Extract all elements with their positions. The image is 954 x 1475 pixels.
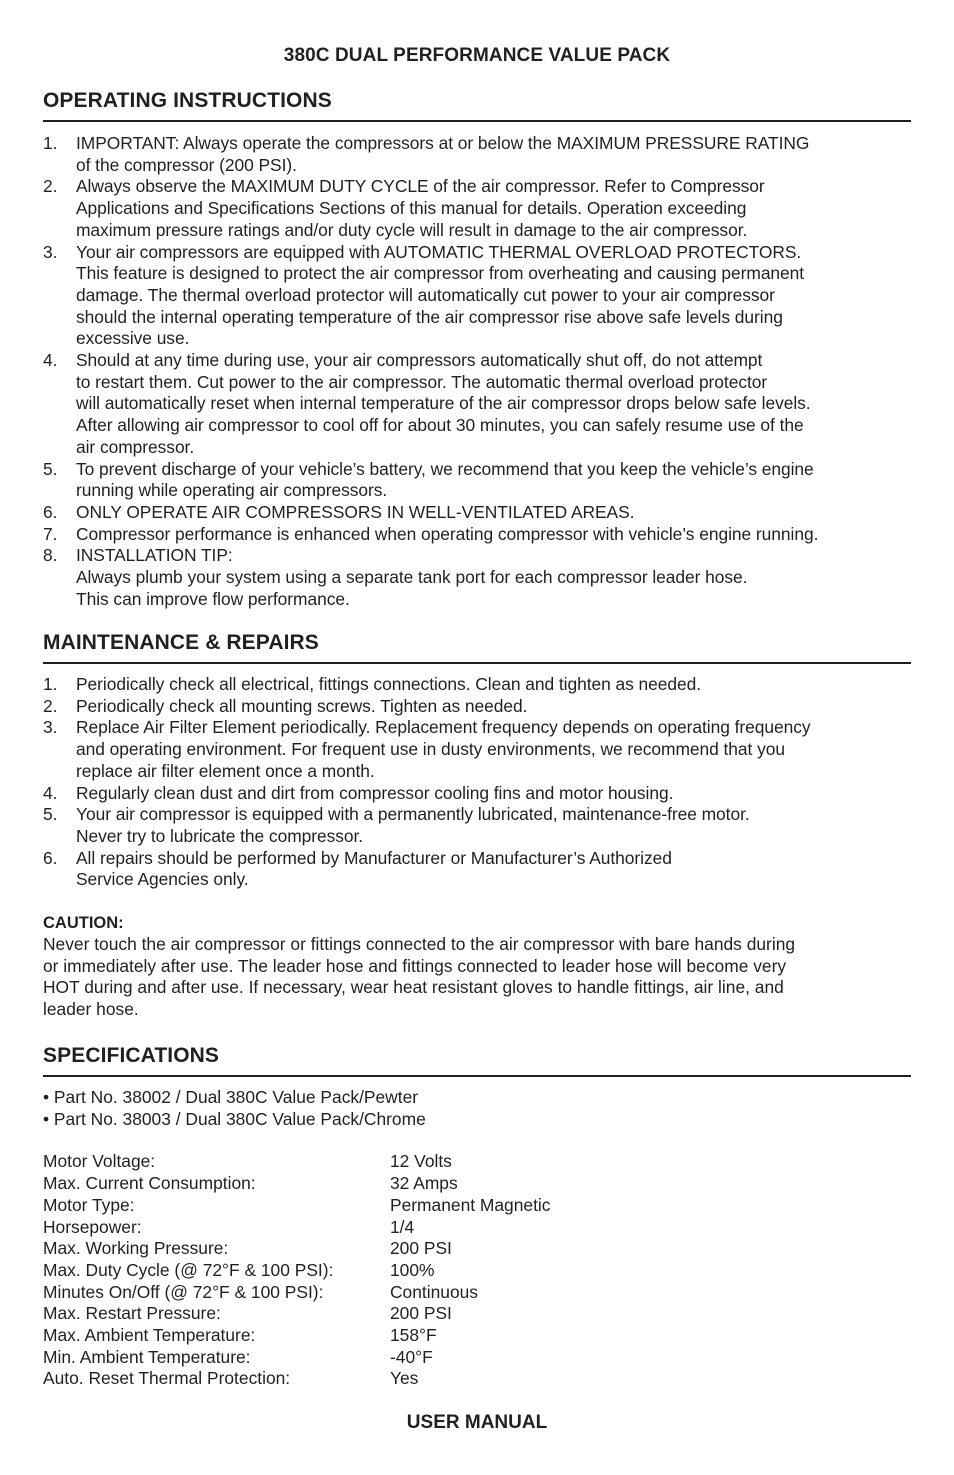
item-number: 3.	[43, 717, 58, 738]
spec-row	[43, 1195, 550, 1217]
item-text-line: Replace Air Filter Element periodically. Replacement frequency depends on operating frequency	[76, 717, 811, 738]
part-number-list	[43, 1087, 911, 1130]
item-text-line: Compressor performance is enhanced when operating compressor with vehicle’s engine running.	[76, 523, 819, 544]
item-text-line: This can improve flow performance.	[76, 588, 350, 609]
spec-row	[43, 1238, 550, 1260]
item-text-line: IMPORTANT: Always operate the compressors at or below the MAXIMUM PRESSURE RATING	[76, 133, 810, 153]
item-text-line: to restart them. Cut power to the air compressor. The automatic thermal overload protector	[76, 371, 768, 392]
list-item	[43, 133, 911, 176]
item-text-line: running while operating air compressors.	[76, 480, 388, 501]
part-number-item: • Part No. 38002 / Dual 380C Value Pack/Pewter	[43, 1087, 419, 1107]
caution-text-line: leader hose.	[43, 999, 139, 1020]
item-number: 5.	[43, 458, 58, 479]
item-text-line: Service Agencies only.	[76, 869, 249, 890]
specifications-heading: SPECIFICATIONS	[43, 1042, 911, 1077]
spec-label: Motor Type:	[43, 1194, 135, 1215]
item-text-line: INSTALLATION TIP:	[76, 545, 233, 566]
spec-value: -40°F	[390, 1346, 433, 1367]
spec-value: 1/4	[390, 1216, 415, 1237]
caution-text-line: or immediately after use. The leader hose and fittings connected to leader hose will become very	[43, 955, 787, 976]
item-number: 2.	[43, 176, 58, 197]
maintenance-heading: MAINTENANCE & REPAIRS	[43, 629, 911, 664]
item-text-line: Regularly clean dust and dirt from compressor cooling fins and motor housing.	[76, 782, 674, 803]
list-item	[43, 350, 911, 459]
caution-text-line: Never touch the air compressor or fittings connected to the air compressor with bare hands during	[43, 934, 796, 955]
item-text-line: Should at any time during use, your air compressors automatically shut off, do not attempt	[76, 350, 763, 371]
list-item	[43, 848, 911, 891]
operating-instructions-heading: OPERATING INSTRUCTIONS	[43, 87, 911, 122]
spec-value: 32 Amps	[390, 1173, 458, 1194]
spec-row	[43, 1217, 550, 1239]
item-text-line: replace air filter element once a month.	[76, 760, 375, 781]
item-number: 6.	[43, 501, 58, 522]
spec-label: Max. Working Pressure:	[43, 1238, 229, 1259]
spec-label: Max. Ambient Temperature:	[43, 1325, 256, 1346]
caution-text	[43, 934, 911, 1021]
item-text-line: After allowing air compressor to cool off for about 30 minutes, you can safely resume use of the	[76, 415, 804, 436]
maintenance-list	[43, 674, 911, 891]
item-text-line: air compressor.	[76, 436, 195, 457]
spec-row	[43, 1303, 550, 1325]
item-text-line: To prevent discharge of your vehicle’s battery, we recommend that you keep the vehicle’s engine	[76, 458, 814, 479]
spec-label: Minutes On/Off (@ 72°F & 100 PSI):	[43, 1281, 324, 1302]
caution-block	[43, 912, 911, 1021]
item-text-line: Always observe the MAXIMUM DUTY CYCLE of the air compressor. Refer to Compressor	[76, 176, 765, 197]
item-number: 1.	[43, 674, 58, 694]
item-number: 8.	[43, 545, 58, 566]
item-text-line: Never try to lubricate the compressor.	[76, 825, 364, 846]
item-number: 7.	[43, 523, 58, 544]
spec-label: Max. Restart Pressure:	[43, 1303, 221, 1324]
item-text-line: excessive use.	[76, 328, 190, 349]
list-item	[43, 696, 911, 718]
item-text-line: and operating environment. For frequent use in dusty environments, we recommend that you	[76, 739, 786, 760]
list-item	[43, 459, 911, 502]
spec-value: Permanent Magnetic	[390, 1194, 551, 1215]
spec-value: 158°F	[390, 1325, 437, 1346]
item-text-line: ONLY OPERATE AIR COMPRESSORS IN WELL-VENTILATED AREAS.	[76, 501, 635, 522]
list-item	[43, 242, 911, 351]
footer-label: USER MANUAL	[406, 1412, 548, 1433]
item-number: 5.	[43, 804, 58, 825]
spec-label: Min. Ambient Temperature:	[43, 1346, 251, 1367]
document-title: 380C DUAL PERFORMANCE VALUE PACK	[283, 45, 671, 66]
item-number: 6.	[43, 847, 58, 868]
spec-row	[43, 1325, 550, 1347]
spec-row	[43, 1282, 550, 1304]
list-item	[43, 804, 911, 847]
list-item	[43, 717, 911, 782]
spec-value: 200 PSI	[390, 1303, 452, 1324]
spec-row	[43, 1347, 550, 1369]
item-number: 4.	[43, 782, 58, 803]
item-text-line: This feature is designed to protect the air compressor from overheating and causing permanent	[76, 263, 805, 284]
spec-value: 100%	[390, 1259, 435, 1280]
item-text-line: of the compressor (200 PSI).	[76, 154, 297, 175]
spec-label: Horsepower:	[43, 1216, 142, 1237]
item-number: 3.	[43, 241, 58, 262]
list-item	[43, 176, 911, 241]
maintenance-section	[43, 629, 911, 1021]
list-item	[43, 674, 911, 696]
operating-instructions-section	[43, 87, 911, 610]
item-text-line: will automatically reset when internal temperature of the air compressor drops below safe levels.	[76, 393, 811, 414]
item-text-line: damage. The thermal overload protector will automatically cut power to your air compressor	[76, 284, 775, 305]
spec-row	[43, 1151, 550, 1173]
item-text-line: Your air compressor is equipped with a permanently lubricated, maintenance-free motor.	[76, 804, 750, 825]
item-text-line: Applications and Specifications Sections of this manual for details. Operation exceeding	[76, 198, 747, 219]
operating-instructions-list	[43, 133, 911, 610]
item-text-line: Periodically check all mounting screws. Tighten as needed.	[76, 695, 528, 716]
spec-value: Continuous	[390, 1281, 478, 1302]
spec-label: Motor Voltage:	[43, 1151, 156, 1172]
item-text-line: All repairs should be performed by Manufacturer or Manufacturer’s Authorized	[76, 847, 672, 868]
list-item	[43, 524, 911, 546]
spec-value: 12 Volts	[390, 1151, 452, 1172]
spec-value: 200 PSI	[390, 1238, 452, 1259]
specifications-table	[43, 1151, 550, 1390]
list-item	[43, 545, 911, 610]
specifications-section	[43, 1042, 911, 1390]
caution-text-line: HOT during and after use. If necessary, wear heat resistant gloves to handle fittings, air line, and	[43, 977, 784, 998]
spec-row	[43, 1260, 550, 1282]
item-number: 1.	[43, 133, 58, 153]
item-number: 4.	[43, 350, 58, 371]
spec-row	[43, 1173, 550, 1195]
caution-heading: CAUTION:	[43, 914, 124, 933]
list-item	[43, 502, 911, 524]
spec-label: Max. Duty Cycle (@ 72°F & 100 PSI):	[43, 1259, 334, 1280]
list-item	[43, 783, 911, 805]
spec-label: Auto. Reset Thermal Protection:	[43, 1368, 291, 1389]
item-text-line: Your air compressors are equipped with AUTOMATIC THERMAL OVERLOAD PROTECTORS.	[76, 241, 802, 262]
item-text-line: Always plumb your system using a separate tank port for each compressor leader hose.	[76, 567, 748, 588]
part-number-item: • Part No. 38003 / Dual 380C Value Pack/Chrome	[43, 1108, 426, 1129]
item-text-line: Periodically check all electrical, fittings connections. Clean and tighten as needed.	[76, 674, 702, 694]
spec-label: Max. Current Consumption:	[43, 1173, 256, 1194]
item-text-line: maximum pressure ratings and/or duty cycle will result in damage to the air compressor.	[76, 219, 748, 240]
item-text-line: should the internal operating temperature of the air compressor rise above safe levels during	[76, 306, 783, 327]
item-number: 2.	[43, 695, 58, 716]
spec-value: Yes	[390, 1368, 419, 1389]
spec-row	[43, 1368, 550, 1390]
